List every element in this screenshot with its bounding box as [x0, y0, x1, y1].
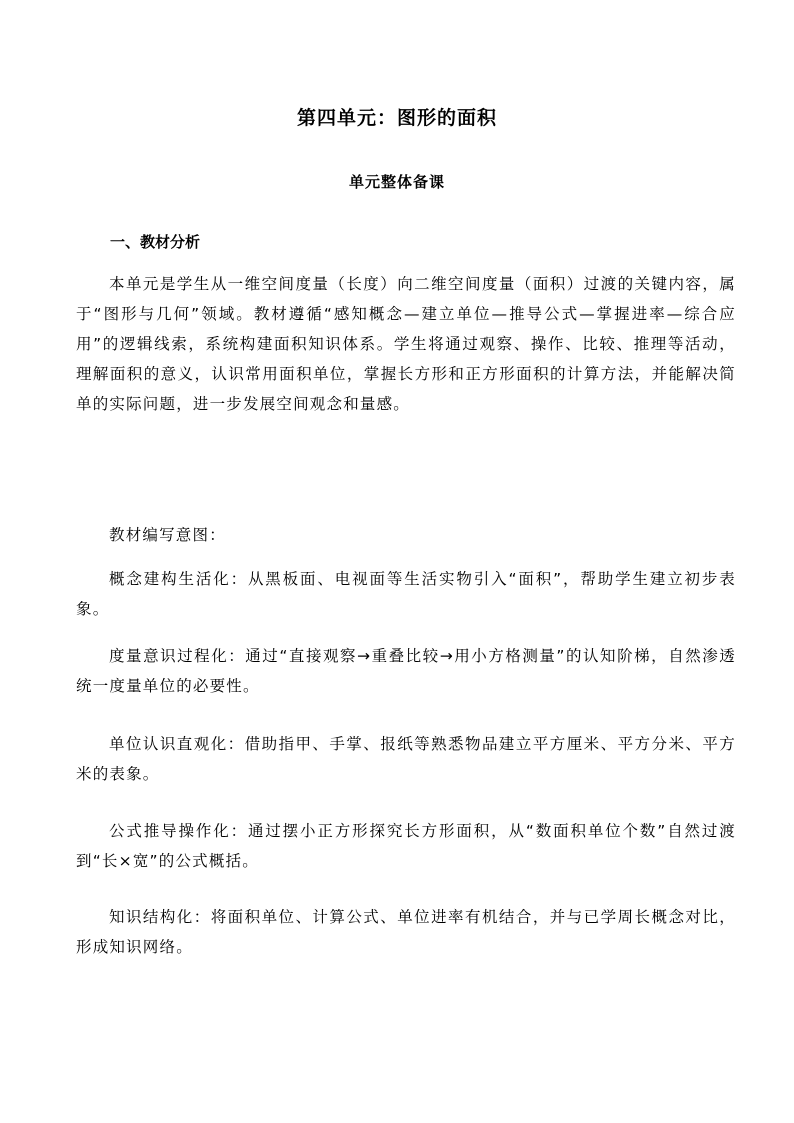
paragraph-unit-overview: 本单元是学生从一维空间度量（长度）向二维空间度量（面积）过渡的关键内容，属于“图形与几何”领域。教材遵循“感知概念—建立单位—推导公式—掌握进率—综合应用”的逻辑线索，系统构建面积知识体系。学生将通过观察、操作、比较、推理等活动，理解面积的意义，认识常用面积单位，掌握长方形和正方形面积的计算方法，并能解决简单的实际问题，进一步发展空间观念和量感。	[76, 275, 736, 413]
paragraph-unit-recognition: 单位认识直观化：借助指甲、手掌、报纸等熟悉物品建立平方厘米、平方分米、平方米的表象。	[76, 735, 736, 783]
paragraph-intent-label: 教材编写意图：	[109, 526, 226, 544]
paragraph-formula-derivation: 公式推导操作化：通过摆小正方形探究长方形面积，从“数面积单位个数”自然过渡到“长×宽”的公式概括。	[76, 822, 736, 870]
document-subtitle: 单元整体备课	[348, 173, 445, 191]
paragraph-measurement-awareness: 度量意识过程化：通过“直接观察→重叠比较→用小方格测量”的认知阶梯，自然渗透统一度量单位的必要性。	[76, 647, 736, 695]
section-heading: 一、教材分析	[110, 233, 201, 251]
document-title: 第四单元：图形的面积	[296, 107, 497, 129]
paragraph-knowledge-structure: 知识结构化：将面积单位、计算公式、单位进率有机结合，并与已学周长概念对比，形成知识网络。	[76, 908, 736, 956]
paragraph-concept-construction: 概念建构生活化：从黑板面、电视面等生活实物引入“面积”，帮助学生建立初步表象。	[76, 570, 736, 618]
